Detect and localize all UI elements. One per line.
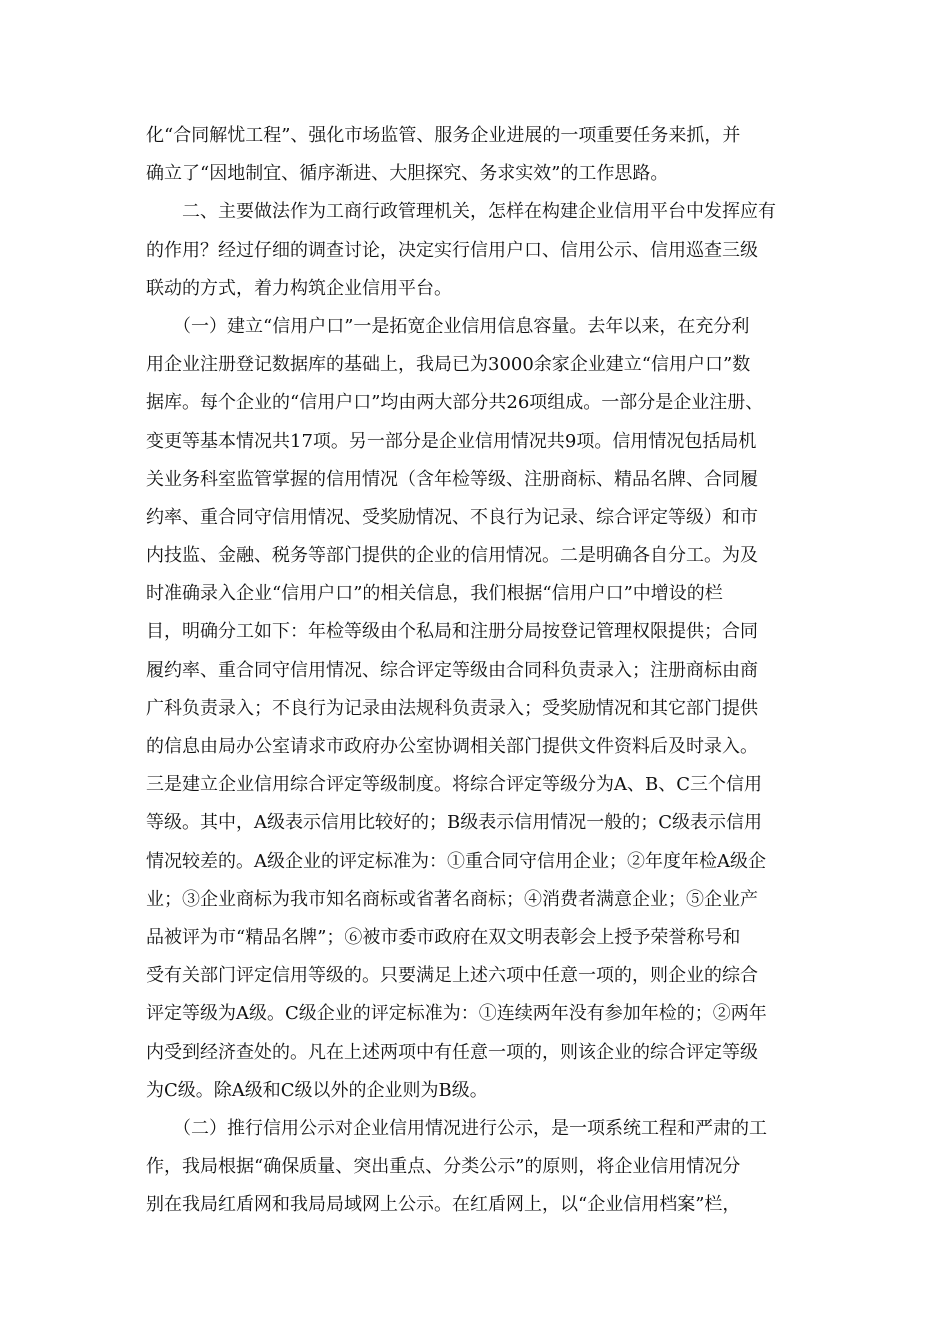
text-line: 确立了“因地制宜、循序渐进、大胆探究、务求实效”的工作思路。 [146, 163, 669, 185]
text-line: 约率、重合同守信用情况、受奖励情况、不良行为记录、综合评定等级）和市 [146, 506, 758, 528]
text-line: 变更等基本情况共17项。另一部分是企业信用情况共9项。信用情况包括局机 [146, 430, 757, 452]
text-line: 广科负责录入；不良行为记录由法规科负责录入；受奖励情况和其它部门提供 [146, 697, 758, 719]
text-line: 二、主要做法作为工商行政管理机关，怎样在构建企业信用平台中发挥应有 [146, 201, 776, 223]
text-line: 作，我局根据“确保质量、突出重点、分类公示”的原则，将企业信用情况分 [146, 1156, 741, 1178]
text-line: 的信息由局办公室请求市政府办公室协调相关部门提供文件资料后及时录入。 [146, 736, 758, 757]
text-line: 内技监、金融、税务等部门提供的企业的信用情况。二是明确各自分工。为及 [146, 545, 758, 567]
text-line: 品被评为市“精品名牌”；⑥被市委市政府在双文明表彰会上授予荣誉称号和 [146, 926, 741, 948]
text-line: 内受到经济查处的。凡在上述两项中有任意一项的，则该企业的综合评定等级 [146, 1041, 758, 1063]
text-line: 别在我局红盾网和我局局域网上公示。在红盾网上，以“企业信用档案”栏， [146, 1194, 741, 1216]
text-line: （二）推行信用公示对企业信用情况进行公示，是一项系统工程和严肃的工 [146, 1117, 767, 1139]
paragraph-credit-publicity [146, 1110, 826, 1225]
document-body [146, 117, 826, 1224]
text-line: 据库。每个企业的“信用户口”均由两大部分共26项组成。一部分是企业注册、 [146, 392, 764, 414]
paragraph-section-two [146, 193, 826, 308]
text-line: 关业务科室监管掌握的信用情况（含年检等级、注册商标、精品名牌、合同履 [146, 468, 758, 490]
text-line: 受有关部门评定信用等级的。只要满足上述六项中任意一项的，则企业的综合 [146, 965, 758, 987]
text-line: 履约率、重合同守信用情况、综合评定等级由合同科负责录入；注册商标由商 [146, 659, 758, 681]
text-line: 为C级。除A级和C级以外的企业则为B级。 [146, 1079, 488, 1101]
text-line: 评定等级为A级。C级企业的评定标准为：①连续两年没有参加年检的；②两年 [146, 1003, 767, 1025]
text-line: 联动的方式，着力构筑企业信用平台。 [146, 277, 452, 299]
text-line: 时准确录入企业“信用户口”的相关信息，我们根据“信用户口”中增设的栏 [146, 583, 723, 605]
text-line: 的作用？经过仔细的调查讨论，决定实行信用户口、信用公示、信用巡查三级 [146, 239, 758, 261]
text-line: 用企业注册登记数据库的基础上，我局已为3000余家企业建立“信用户口”数 [146, 354, 751, 376]
text-line: （一）建立“信用户口”一是拓宽企业信用信息容量。去年以来，在充分利 [146, 315, 750, 337]
text-line: 化“合同解忧工程”、强化市场监管、服务企业进展的一项重要任务来抓，并 [146, 125, 741, 146]
text-line: 三是建立企业信用综合评定等级制度。将综合评定等级分为A、B、C三个信用 [146, 774, 762, 796]
paragraph-continuation [146, 117, 826, 193]
paragraph-credit-account [146, 308, 826, 1110]
text-line: 业；③企业商标为我市知名商标或省著名商标；④消费者满意企业；⑤企业产 [146, 888, 758, 910]
text-line: 等级。其中，A级表示信用比较好的；B级表示信用情况一般的；C级表示信用 [146, 812, 762, 834]
text-line: 情况较差的。A级企业的评定标准为：①重合同守信用企业；②年度年检A级企 [146, 850, 766, 872]
text-line: 目，明确分工如下：年检等级由个私局和注册分局按登记管理权限提供；合同 [146, 621, 758, 643]
